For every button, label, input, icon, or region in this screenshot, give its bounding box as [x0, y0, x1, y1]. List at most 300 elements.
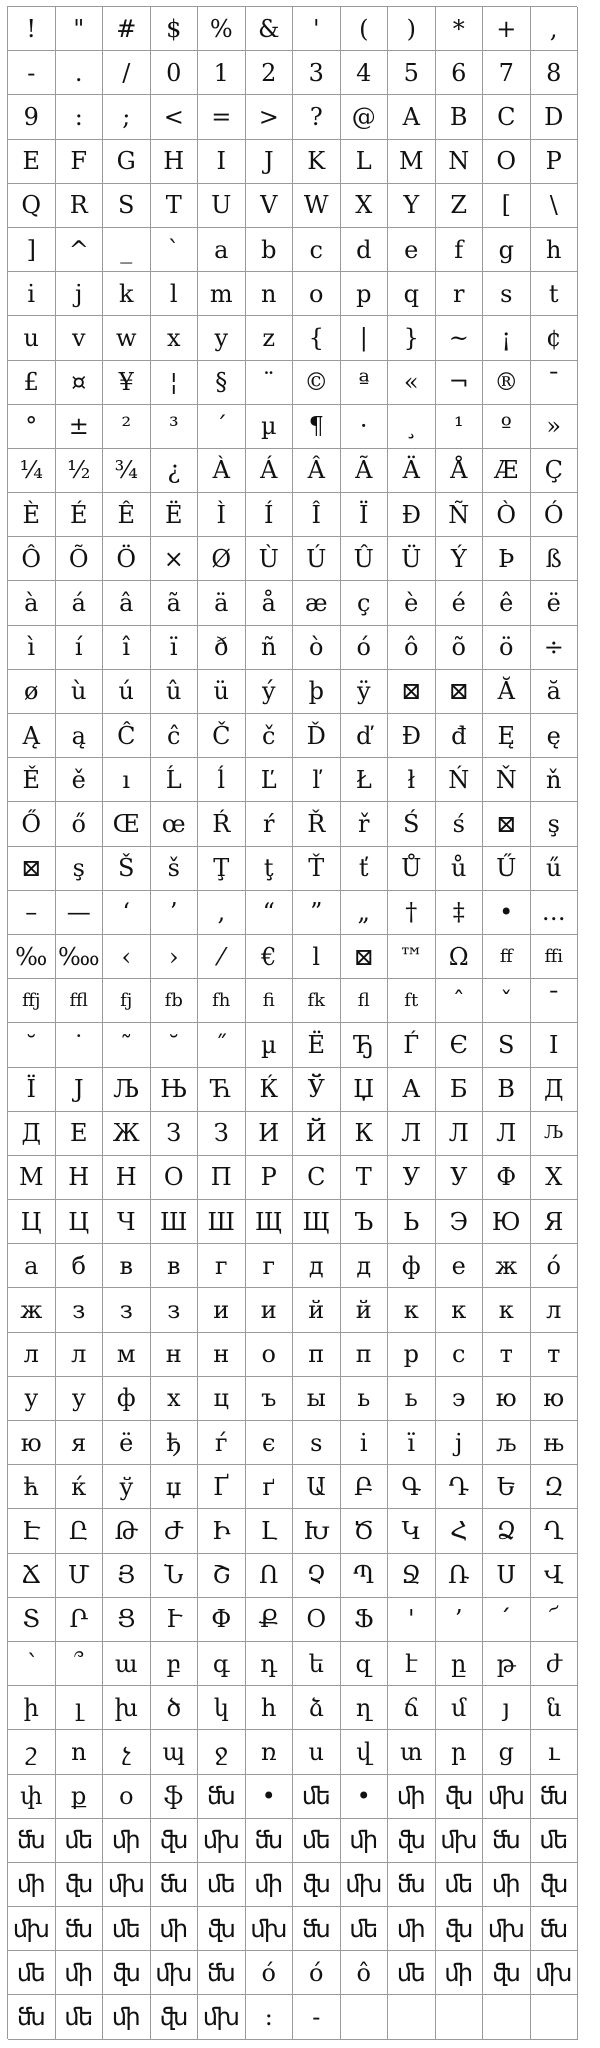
- glyph-cell: h: [531, 228, 579, 272]
- glyph-cell: ﬓ: [8, 1819, 56, 1863]
- glyph-cell: ի: [8, 1686, 56, 1730]
- glyph-cell: Є: [436, 1023, 484, 1067]
- glyph-cell: ﬓ: [246, 1819, 294, 1863]
- glyph-cell: ]: [8, 228, 56, 272]
- glyph-cell: վ: [341, 1730, 389, 1774]
- glyph-cell: п: [341, 1333, 389, 1377]
- glyph-cell: v: [56, 316, 104, 360]
- glyph-cell: Ì: [198, 493, 246, 537]
- glyph-cell: ﬔ: [293, 1775, 341, 1819]
- glyph-cell: ﬗ: [198, 1995, 246, 2039]
- glyph-cell: У: [436, 1156, 484, 1200]
- glyph-cell: ﬔ: [56, 1995, 104, 2039]
- glyph-cell: N: [436, 140, 484, 184]
- glyph-cell: *: [436, 7, 484, 51]
- glyph-cell: @: [341, 95, 389, 139]
- glyph-cell: ﬕ: [246, 1863, 294, 1907]
- glyph-cell: fl: [341, 979, 389, 1023]
- glyph-cell: Ю: [483, 1200, 531, 1244]
- glyph-cell: Т: [341, 1156, 389, 1200]
- glyph-cell: 2: [246, 51, 294, 95]
- glyph-cell: Č: [198, 714, 246, 758]
- glyph-cell: и: [246, 1288, 294, 1332]
- glyph-cell: #: [103, 7, 151, 51]
- glyph-cell: 8: [531, 51, 579, 95]
- glyph-cell: 0: [151, 51, 199, 95]
- glyph-cell: Ց: [103, 1598, 151, 1642]
- glyph-cell: մ: [436, 1686, 484, 1730]
- glyph-cell: Ћ: [198, 1068, 246, 1112]
- glyph-cell: ﬕ: [388, 1775, 436, 1819]
- glyph-cell: ﬖ: [56, 1863, 104, 1907]
- glyph-cell: ö: [483, 626, 531, 670]
- glyph-cell: fj: [103, 979, 151, 1023]
- glyph-cell: c: [293, 228, 341, 272]
- glyph-cell: Ð: [388, 493, 436, 537]
- glyph-cell: к: [388, 1288, 436, 1332]
- glyph-cell: û: [151, 670, 199, 714]
- glyph-cell: Ն: [151, 1554, 199, 1598]
- glyph-cell: т: [531, 1333, 579, 1377]
- glyph-cell: K: [293, 140, 341, 184]
- glyph-cell: ä: [198, 581, 246, 625]
- glyph-cell: fi: [246, 979, 294, 1023]
- glyph-cell: ‹: [103, 935, 151, 979]
- glyph-cell: è: [388, 581, 436, 625]
- glyph-cell: &: [246, 7, 294, 51]
- glyph-cell: ft: [388, 979, 436, 1023]
- glyph-cell: ﬕ: [436, 1951, 484, 1995]
- glyph-cell: ն: [531, 1686, 579, 1730]
- glyph-cell: ﬔ: [341, 1907, 389, 1951]
- glyph-cell: ĺ: [198, 758, 246, 802]
- glyph-cell: R: [56, 184, 104, 228]
- glyph-cell: I: [198, 140, 246, 184]
- glyph-cell: к: [436, 1288, 484, 1332]
- glyph-cell: ⊠: [483, 802, 531, 846]
- glyph-cell: Ś: [388, 802, 436, 846]
- glyph-cell: ь: [388, 1377, 436, 1421]
- glyph-cell: ©: [293, 361, 341, 405]
- glyph-cell: j: [56, 272, 104, 316]
- glyph-cell: Ů: [388, 847, 436, 891]
- glyph-cell: М: [8, 1156, 56, 1200]
- glyph-cell: [388, 1995, 436, 2039]
- glyph-cell: f: [436, 228, 484, 272]
- glyph-cell: Ђ: [341, 1023, 389, 1067]
- glyph-cell: Ї: [8, 1068, 56, 1112]
- glyph-cell: Օ: [293, 1598, 341, 1642]
- glyph-cell: Х: [531, 1156, 579, 1200]
- glyph-cell: Ĺ: [151, 758, 199, 802]
- glyph-cell: ﬔ: [8, 1951, 56, 1995]
- glyph-cell: P: [531, 140, 579, 184]
- glyph-cell: ﬗ: [436, 1819, 484, 1863]
- glyph-cell: І: [531, 1023, 579, 1067]
- glyph-cell: ˜: [103, 1023, 151, 1067]
- glyph-cell: ı: [103, 758, 151, 802]
- glyph-cell: Ժ: [151, 1509, 199, 1553]
- glyph-cell: ռ: [246, 1730, 294, 1774]
- glyph-cell: õ: [436, 626, 484, 670]
- glyph-cell: ¤: [56, 361, 104, 405]
- glyph-cell: ò: [293, 626, 341, 670]
- glyph-cell: Ջ: [388, 1554, 436, 1598]
- glyph-cell: Л: [483, 1112, 531, 1156]
- glyph-cell: З: [151, 1112, 199, 1156]
- glyph-cell: º: [483, 405, 531, 449]
- glyph-cell: ю: [531, 1377, 579, 1421]
- glyph-cell: з: [103, 1288, 151, 1332]
- glyph-cell: Յ: [103, 1554, 151, 1598]
- glyph-cell: 9: [8, 95, 56, 139]
- glyph-cell: Á: [246, 449, 294, 493]
- glyph-cell: -: [293, 1995, 341, 2039]
- glyph-cell: L: [341, 140, 389, 184]
- glyph-cell: µ: [246, 405, 294, 449]
- glyph-cell: 1: [198, 51, 246, 95]
- glyph-cell: Վ: [531, 1554, 579, 1598]
- glyph-cell: ę: [531, 714, 579, 758]
- glyph-cell: ¯: [531, 979, 579, 1023]
- glyph-cell: ծ: [151, 1686, 199, 1730]
- glyph-cell: Џ: [341, 1068, 389, 1112]
- glyph-cell: Ր: [56, 1598, 104, 1642]
- glyph-cell: Q: [8, 184, 56, 228]
- glyph-cell: ձ: [293, 1686, 341, 1730]
- glyph-cell: Б: [436, 1068, 484, 1112]
- glyph-cell: ﬕ: [341, 1819, 389, 1863]
- glyph-cell: Բ: [341, 1465, 389, 1509]
- glyph-cell: Ш: [151, 1200, 199, 1244]
- glyph-cell: Å: [436, 449, 484, 493]
- glyph-cell: Љ: [103, 1068, 151, 1112]
- glyph-cell: /: [103, 51, 151, 95]
- glyph-cell: Ò: [483, 493, 531, 537]
- glyph-cell: ՝: [8, 1642, 56, 1686]
- glyph-cell: ª: [341, 361, 389, 405]
- glyph-cell: Ç: [531, 449, 579, 493]
- glyph-cell: ﬔ: [531, 1819, 579, 1863]
- glyph-cell: է: [388, 1642, 436, 1686]
- glyph-cell: ф: [388, 1244, 436, 1288]
- glyph-cell: É: [56, 493, 104, 537]
- glyph-cell: ք: [56, 1775, 104, 1819]
- glyph-cell: љ: [483, 1421, 531, 1465]
- glyph-cell: ¢: [531, 316, 579, 360]
- glyph-cell: չ: [103, 1730, 151, 1774]
- glyph-cell: յ: [483, 1686, 531, 1730]
- glyph-cell: †: [388, 891, 436, 935]
- glyph-cell: ե: [293, 1642, 341, 1686]
- glyph-cell: 5: [388, 51, 436, 95]
- glyph-cell: o: [293, 272, 341, 316]
- glyph-cell: ﬓ: [531, 1775, 579, 1819]
- glyph-cell: ﬖ: [436, 1907, 484, 1951]
- glyph-cell: +: [483, 7, 531, 51]
- glyph-cell: :: [246, 1995, 294, 2039]
- glyph-cell: л: [8, 1333, 56, 1377]
- glyph-cell: Շ: [198, 1554, 246, 1598]
- glyph-cell: C: [483, 95, 531, 139]
- glyph-cell: Њ: [151, 1068, 199, 1112]
- glyph-cell: =: [198, 95, 246, 139]
- glyph-cell: D: [531, 95, 579, 139]
- glyph-cell: B: [436, 95, 484, 139]
- glyph-cell: »: [531, 405, 579, 449]
- glyph-cell: ՛: [483, 1598, 531, 1642]
- glyph-cell: ˘: [151, 1023, 199, 1067]
- glyph-cell: l: [151, 272, 199, 316]
- glyph-cell: л: [56, 1333, 104, 1377]
- glyph-cell: ±: [56, 405, 104, 449]
- glyph-cell: Ř: [293, 802, 341, 846]
- glyph-cell: բ: [151, 1642, 199, 1686]
- glyph-cell: ա: [103, 1642, 151, 1686]
- glyph-cell: Ռ: [436, 1554, 484, 1598]
- glyph-cell: ﬗ: [341, 1863, 389, 1907]
- glyph-cell: դ: [246, 1642, 294, 1686]
- glyph-cell: }: [388, 316, 436, 360]
- glyph-cell: ø: [8, 670, 56, 714]
- glyph-cell: „: [341, 891, 389, 935]
- glyph-cell: Й: [293, 1112, 341, 1156]
- glyph-cell: ffi: [531, 935, 579, 979]
- glyph-cell: ը: [436, 1642, 484, 1686]
- glyph-cell: ô: [341, 1951, 389, 1995]
- glyph-cell: г: [246, 1244, 294, 1288]
- glyph-cell: Þ: [483, 537, 531, 581]
- glyph-cell: ú: [103, 670, 151, 714]
- glyph-cell: ¦: [151, 361, 199, 405]
- glyph-cell: տ: [388, 1730, 436, 1774]
- glyph-cell: ?: [293, 95, 341, 139]
- glyph-cell: ß: [531, 537, 579, 581]
- glyph-cell: Û: [341, 537, 389, 581]
- glyph-cell: t: [531, 272, 579, 316]
- glyph-cell: A: [388, 95, 436, 139]
- glyph-cell: б: [56, 1244, 104, 1288]
- glyph-cell: у: [8, 1377, 56, 1421]
- glyph-cell: л: [531, 1288, 579, 1332]
- glyph-cell: ¿: [151, 449, 199, 493]
- glyph-cell: ¸: [388, 405, 436, 449]
- glyph-cell: ê: [483, 581, 531, 625]
- glyph-cell: č: [246, 714, 294, 758]
- glyph-cell: і: [341, 1421, 389, 1465]
- glyph-cell: Л: [388, 1112, 436, 1156]
- glyph-cell: µ: [246, 1023, 294, 1067]
- glyph-cell: Լ: [246, 1509, 294, 1553]
- glyph-cell: €: [246, 935, 294, 979]
- glyph-cell: ﬓ: [56, 1907, 104, 1951]
- glyph-cell: ˘: [8, 1023, 56, 1067]
- glyph-cell: Ս: [483, 1554, 531, 1598]
- glyph-cell: n: [246, 272, 294, 316]
- glyph-cell: G: [103, 140, 151, 184]
- glyph-cell: ќ: [56, 1465, 104, 1509]
- glyph-cell: е: [436, 1244, 484, 1288]
- glyph-cell: ffj: [8, 979, 56, 1023]
- glyph-grid: [7, 6, 577, 2039]
- glyph-cell: đ: [436, 714, 484, 758]
- glyph-cell: ﬗ: [198, 1819, 246, 1863]
- glyph-cell: ˆ: [436, 979, 484, 1023]
- glyph-cell: Н: [56, 1156, 104, 1200]
- glyph-cell: Ո: [246, 1554, 294, 1598]
- glyph-cell: F: [56, 140, 104, 184]
- glyph-cell: З: [198, 1112, 246, 1156]
- glyph-cell: շ: [8, 1730, 56, 1774]
- glyph-cell: í: [56, 626, 104, 670]
- glyph-cell: ﬖ: [151, 1819, 199, 1863]
- glyph-cell: ý: [246, 670, 294, 714]
- glyph-cell: î: [103, 626, 151, 670]
- glyph-cell: ս: [293, 1730, 341, 1774]
- glyph-cell: Ţ: [198, 847, 246, 891]
- glyph-cell: ²: [103, 405, 151, 449]
- glyph-cell: њ: [531, 1421, 579, 1465]
- glyph-cell: ﬗ: [531, 1951, 579, 1995]
- glyph-cell: [341, 1995, 389, 2039]
- glyph-cell: Y: [388, 184, 436, 228]
- glyph-cell: e: [388, 228, 436, 272]
- glyph-cell: Ւ: [151, 1598, 199, 1642]
- glyph-cell: Õ: [56, 537, 104, 581]
- glyph-cell: 7: [483, 51, 531, 95]
- glyph-cell: !: [8, 7, 56, 51]
- glyph-cell: z: [246, 316, 294, 360]
- glyph-cell: И: [246, 1112, 294, 1156]
- glyph-cell: [436, 1995, 484, 2039]
- glyph-cell: ո: [56, 1730, 104, 1774]
- glyph-cell: ճ: [388, 1686, 436, 1730]
- glyph-cell: ¶: [293, 405, 341, 449]
- glyph-cell: ժ: [531, 1642, 579, 1686]
- glyph-cell: ґ: [246, 1465, 294, 1509]
- glyph-cell: С: [293, 1156, 341, 1200]
- glyph-cell: Ղ: [531, 1509, 579, 1553]
- glyph-cell: (: [341, 7, 389, 51]
- glyph-cell: ó: [531, 1244, 579, 1288]
- glyph-cell: Թ: [103, 1509, 151, 1553]
- glyph-cell: ð: [198, 626, 246, 670]
- glyph-cell: Ֆ: [341, 1598, 389, 1642]
- glyph-cell: ®: [483, 361, 531, 405]
- glyph-cell: ւ: [531, 1730, 579, 1774]
- glyph-cell: Ý: [436, 537, 484, 581]
- glyph-cell: Щ: [246, 1200, 294, 1244]
- glyph-cell: •: [483, 891, 531, 935]
- glyph-cell: S: [103, 184, 151, 228]
- glyph-cell: Ч: [103, 1200, 151, 1244]
- glyph-cell: Н: [103, 1156, 151, 1200]
- glyph-cell: Д: [8, 1112, 56, 1156]
- glyph-cell: ё: [103, 1421, 151, 1465]
- glyph-cell: ֆ: [151, 1775, 199, 1819]
- glyph-cell: Ե: [483, 1465, 531, 1509]
- glyph-cell: [: [483, 184, 531, 228]
- glyph-cell: Մ: [56, 1554, 104, 1598]
- glyph-cell: ﬗ: [8, 1907, 56, 1951]
- glyph-cell: Ë: [151, 493, 199, 537]
- glyph-cell: ű: [531, 847, 579, 891]
- glyph-cell: հ: [246, 1686, 294, 1730]
- glyph-cell: Գ: [388, 1465, 436, 1509]
- glyph-cell: |: [341, 316, 389, 360]
- glyph-cell: O: [483, 140, 531, 184]
- glyph-cell: ﬔ: [436, 1863, 484, 1907]
- glyph-cell: ': [293, 7, 341, 51]
- glyph-cell: Î: [293, 493, 341, 537]
- glyph-cell: ľ: [293, 758, 341, 802]
- glyph-cell: ´: [198, 405, 246, 449]
- glyph-cell: ^: [56, 228, 104, 272]
- glyph-cell: ց: [483, 1730, 531, 1774]
- glyph-cell: ˝: [198, 1023, 246, 1067]
- glyph-cell: Ŕ: [198, 802, 246, 846]
- glyph-cell: Ў: [293, 1068, 341, 1112]
- glyph-cell: Ј: [56, 1068, 104, 1112]
- glyph-cell: ﬖ: [198, 1907, 246, 1951]
- glyph-cell: ﬗ: [246, 1907, 294, 1951]
- glyph-cell: ‡: [436, 891, 484, 935]
- glyph-cell: ﬔ: [103, 1907, 151, 1951]
- glyph-cell: Đ: [388, 714, 436, 758]
- glyph-cell: ;: [103, 95, 151, 139]
- glyph-cell: ™: [388, 935, 436, 979]
- glyph-cell: Ք: [246, 1598, 294, 1642]
- glyph-cell: ˙: [56, 1023, 104, 1067]
- glyph-cell: ⊠: [341, 935, 389, 979]
- glyph-cell: Ճ: [8, 1554, 56, 1598]
- glyph-cell: Ô: [8, 537, 56, 581]
- glyph-cell: п: [293, 1333, 341, 1377]
- glyph-cell: ‘: [103, 891, 151, 935]
- glyph-cell: Չ: [293, 1554, 341, 1598]
- glyph-cell: Ű: [483, 847, 531, 891]
- glyph-cell: Ъ: [341, 1200, 389, 1244]
- glyph-cell: E: [8, 140, 56, 184]
- glyph-cell: ¾: [103, 449, 151, 493]
- glyph-cell: Д: [531, 1068, 579, 1112]
- glyph-cell: ՞: [56, 1642, 104, 1686]
- glyph-cell: Պ: [341, 1554, 389, 1598]
- glyph-cell: џ: [151, 1465, 199, 1509]
- glyph-cell: m: [198, 272, 246, 316]
- glyph-cell: ·: [341, 405, 389, 449]
- glyph-cell: ë: [531, 581, 579, 625]
- glyph-cell: p: [341, 272, 389, 316]
- glyph-cell: ": [56, 7, 104, 51]
- glyph-cell: Ď: [293, 714, 341, 758]
- glyph-cell: ’: [151, 891, 199, 935]
- glyph-cell: в: [103, 1244, 151, 1288]
- glyph-cell: ü: [198, 670, 246, 714]
- glyph-cell: Տ: [8, 1598, 56, 1642]
- glyph-cell: ó: [246, 1951, 294, 1995]
- glyph-cell: ջ: [198, 1730, 246, 1774]
- glyph-cell: d: [341, 228, 389, 272]
- glyph-cell: «: [388, 361, 436, 405]
- glyph-cell: Ę: [483, 714, 531, 758]
- glyph-cell: с: [436, 1333, 484, 1377]
- glyph-cell: V: [246, 184, 294, 228]
- glyph-cell: լ: [56, 1686, 104, 1730]
- glyph-cell: д: [293, 1244, 341, 1288]
- glyph-cell: fk: [293, 979, 341, 1023]
- glyph-cell: Z: [436, 184, 484, 228]
